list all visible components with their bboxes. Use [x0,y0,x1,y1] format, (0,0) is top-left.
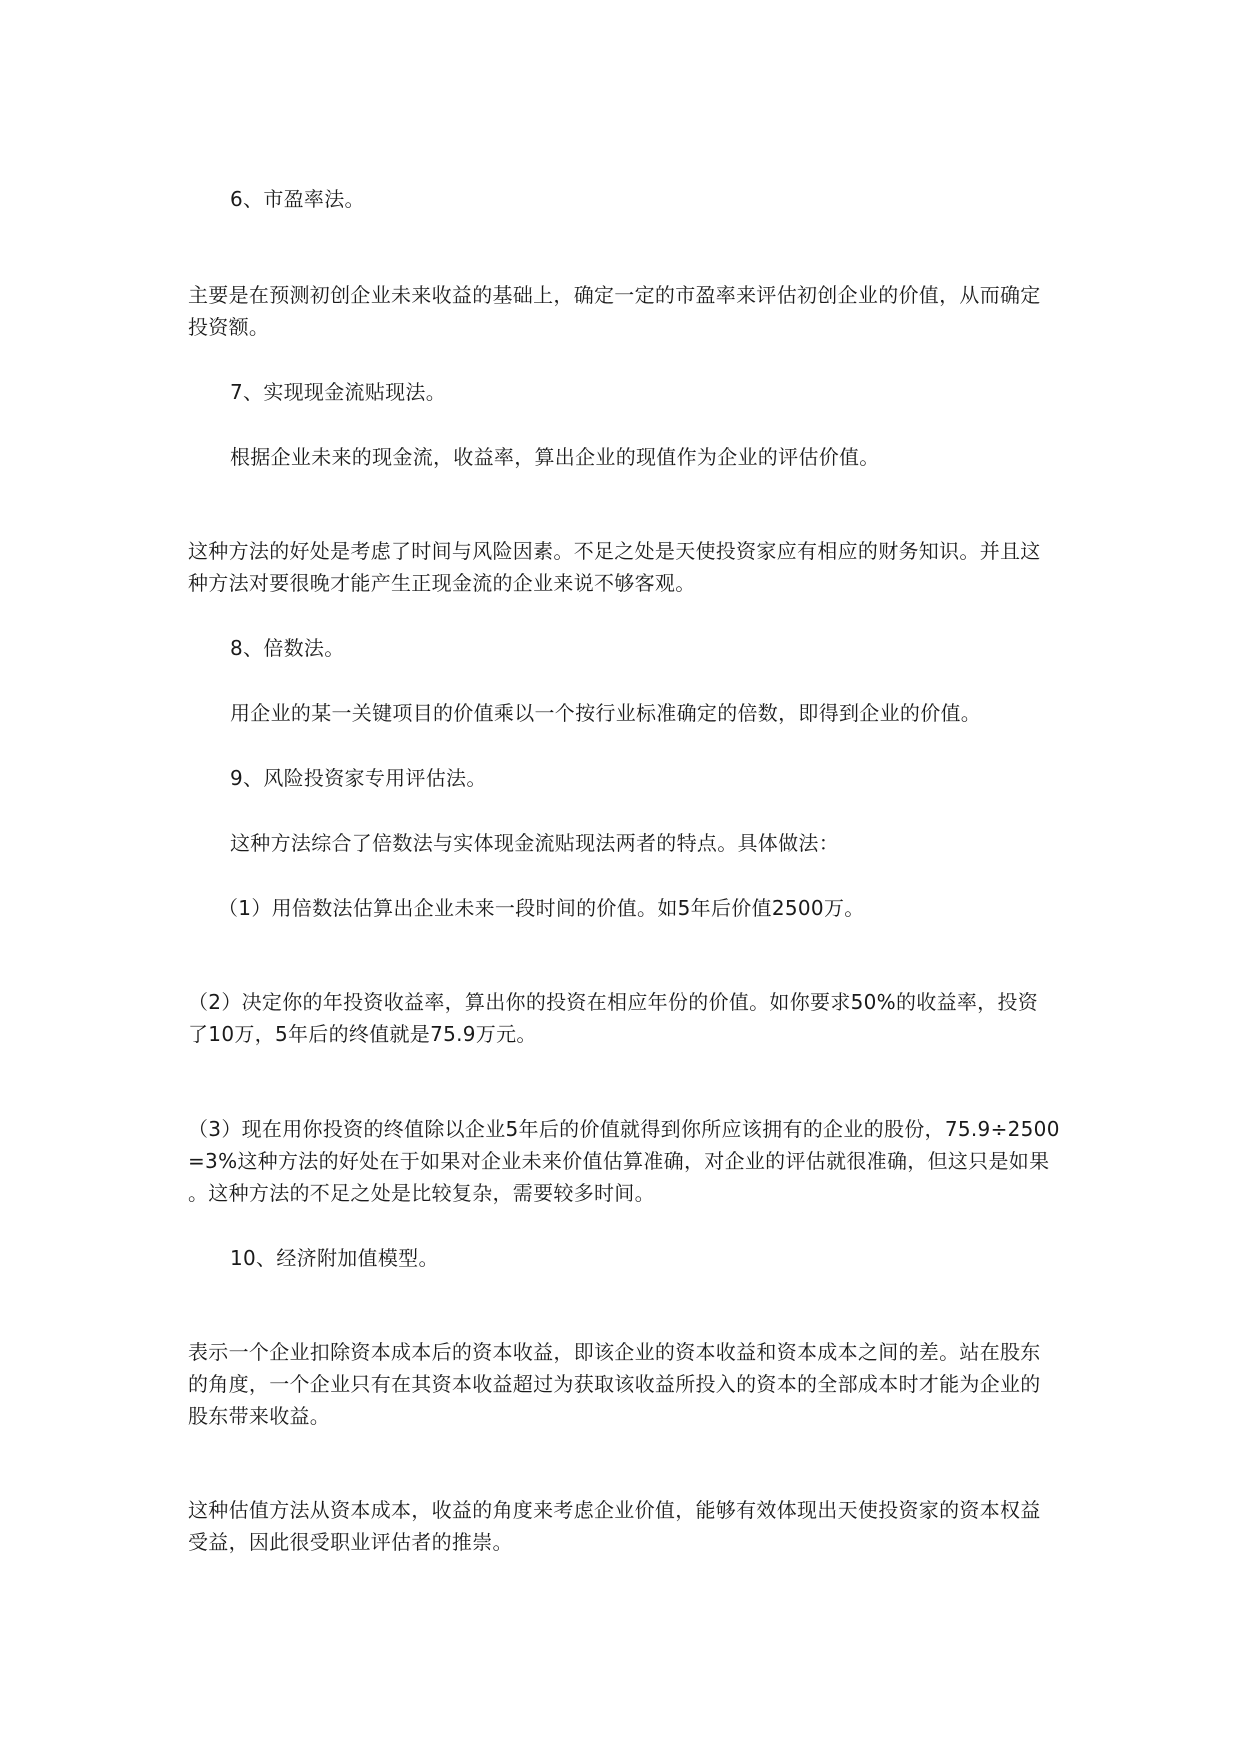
paragraph-line: 根据企业未来的现金流，收益率，算出企业的现值作为企业的评估价值。 [230,445,880,469]
paragraph-line: 。这种方法的不足之处是比较复杂，需要较多时间。 [188,1181,655,1205]
paragraph-line: 这种方法综合了倍数法与实体现金流贴现法两者的特点。具体做法： [230,831,839,855]
heading-8: 8、倍数法。 [230,636,345,660]
paragraph-line: =3%这种方法的好处在于如果对企业未来价值估算准确，对企业的评估就很准确，但这只是如果 [188,1149,1050,1173]
list-item-3: （3）现在用你投资的终值除以企业5年后的价值就得到你所应该拥有的企业的股份，75.9÷2500 [188,1117,1060,1141]
paragraph-line: 表示一个企业扣除资本成本后的资本收益，即该企业的资本收益和资本成本之间的差。站在股东 [188,1340,1041,1364]
list-item-1: （1）用倍数法估算出企业未来一段时间的价值。如5年后价值2500万。 [218,896,865,920]
heading-7: 7、实现现金流贴现法。 [230,380,447,404]
paragraph-line: 的角度，一个企业只有在其资本收益超过为获取该收益所投入的资本的全部成本时才能为企业的 [188,1372,1041,1396]
paragraph-line: 受益，因此很受职业评估者的推崇。 [188,1530,513,1554]
paragraph-line: 种方法对要很晚才能产生正现金流的企业来说不够客观。 [188,571,696,595]
paragraph-line: 这种估值方法从资本成本，收益的角度来考虑企业价值，能够有效体现出天使投资家的资本权益 [188,1498,1041,1522]
paragraph-line: 股东带来收益。 [188,1404,331,1428]
heading-9: 9、风险投资家专用评估法。 [230,766,487,790]
paragraph-line: 主要是在预测初创企业未来收益的基础上，确定一定的市盈率来评估初创企业的价值，从而确定 [188,283,1041,307]
heading-6: 6、市盈率法。 [230,187,365,211]
list-item-2: （2）决定你的年投资收益率，算出你的投资在相应年份的价值。如你要求50%的收益率，投资 [188,990,1039,1014]
paragraph-line: 了10万，5年后的终值就是75.9万元。 [188,1022,537,1046]
paragraph-line: 用企业的某一关键项目的价值乘以一个按行业标准确定的倍数，即得到企业的价值。 [230,701,982,725]
paragraph-line: 这种方法的好处是考虑了时间与风险因素。不足之处是天使投资家应有相应的财务知识。并且这 [188,539,1041,563]
heading-10: 10、经济附加值模型。 [230,1246,439,1270]
paragraph-line: 投资额。 [188,315,270,339]
